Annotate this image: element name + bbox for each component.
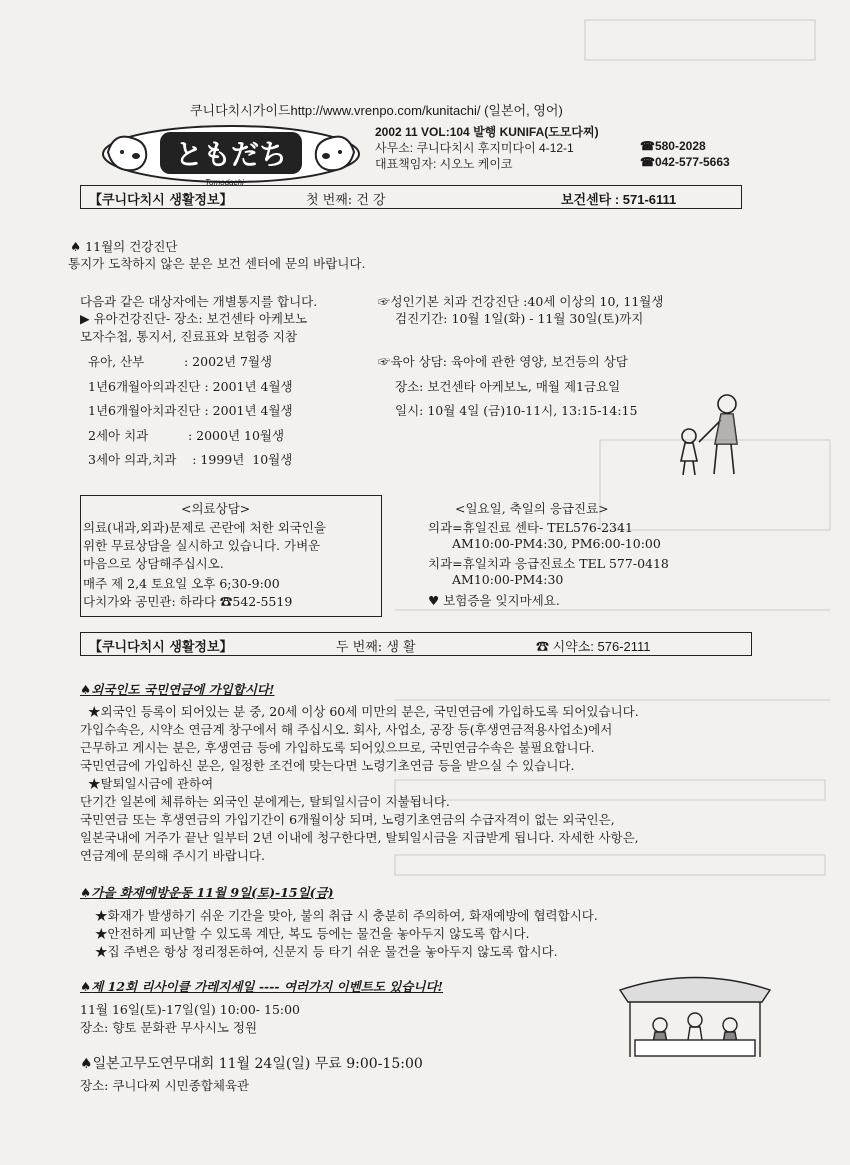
office-phone: ☎580-2028 — [640, 139, 706, 153]
exam-row: 1년6개월아의과진단 : 2001년 4월생 — [88, 379, 293, 394]
recycle-title — [80, 977, 443, 995]
section-contact: 보건센타 : 571-6111 — [561, 192, 677, 207]
section-label: 【쿠니다치시 생활정보】 — [89, 193, 233, 208]
section-topic: 두 번째: 생 활 — [336, 640, 416, 655]
emergency-line: AM10:00-PM4:30 — [452, 572, 564, 587]
logo-text: ともだち — [174, 138, 288, 171]
section-health-bar — [80, 185, 742, 209]
budo-title — [80, 1053, 423, 1073]
dental-period: 검진기간: 10월 1일(화) - 11월 30일(토)까지 — [395, 311, 644, 326]
representative-phone: ☎042-577-5663 — [640, 155, 730, 169]
emergency-line: 의과=휴일진료 센타- TEL576-2341 — [428, 520, 633, 535]
box-title: <의료상담> — [181, 501, 251, 516]
pension-title — [80, 680, 274, 698]
pension-line: 단기간 일본에 체류하는 외국인 분에게는, 탈퇴일시금이 지불됩니다. — [80, 794, 450, 809]
illustration-parent-child — [665, 390, 755, 480]
health-heading: ♠ 11월의 건강진단 — [70, 239, 178, 254]
exam-row: 유아, 산부 : 2002년 7월생 — [88, 354, 273, 369]
spade-icon: ♠ — [80, 682, 92, 697]
recycle-title-text: 제 12회 리사이클 가레지세일 ---- 여러가지 이벤트도 있습니다! — [91, 979, 444, 994]
fire-title — [80, 883, 334, 901]
pension-line: ★외국인 등록이 되어있는 분 중, 20세 이상 60세 미만의 분은, 국민연금에 가입하도록 되어있습니다. — [88, 704, 639, 719]
box-line: 다치가와 공민관: 하라다 ☎542-5519 — [83, 594, 293, 609]
guide-url-line: 쿠니다치시가이드http://www.vrenpo.com/kunitachi/ (일본어, 영어) — [190, 103, 563, 118]
section-contact: ☎ 시약소: 576-2111 — [536, 639, 651, 654]
box-line: 위한 무료상담을 실시하고 있습니다. 가벼운 — [83, 538, 321, 553]
budo-title-text: 일본고무도연무대회 11월 24일(일) 무료 9:00-15:00 — [92, 1056, 423, 1072]
pension-line: 가입수속은, 시약소 연금계 창구에서 해 주십시오. 회사, 사업소, 공장 등(후생연금적용사업소)에서 — [80, 722, 613, 737]
pension-line: 근무하고 게시는 분은, 후생연금 등에 가입하도록 되어있으므로, 국민연금수속은 불필요합니다. — [80, 740, 595, 755]
fire-line: ★안전하게 피난할 수 있도록 계단, 복도 등에는 물건을 놓아두지 않도록 합시다. — [95, 926, 530, 941]
illustration-market — [615, 970, 775, 1060]
fire-line: ★화재가 발생하기 쉬운 기간을 맞아, 불의 취급 시 충분히 주의하여, 화재예방에 협력합시다. — [95, 908, 598, 923]
medical-consult-box — [80, 495, 382, 617]
emergency-title: <일요일, 축일의 응급진료> — [455, 501, 609, 516]
health-notice: 통지가 도착하지 않은 분은 보건 센터에 문의 바랍니다. — [68, 256, 366, 271]
section-topic: 첫 번째: 건 강 — [306, 193, 386, 208]
box-line: 마음으로 상담해주십시오. — [83, 556, 224, 571]
budo-place: 장소: 쿠니다찌 시민종합체육관 — [80, 1078, 250, 1093]
exam-row: 1년6개월아치과진단 : 2001년 4월생 — [88, 403, 293, 418]
emergency-line: AM10:00-PM4:30, PM6:00-10:00 — [452, 536, 661, 551]
dental-check: ☞성인기본 치과 건강진단 :40세 이상의 10, 11월생 — [378, 294, 664, 309]
pension-line: 연금계에 문의해 주시기 바랍니다. — [80, 848, 265, 863]
representative: 대표책임자: 시오노 케이코 — [375, 157, 513, 171]
exam-items: 모자수첩, 통지서, 진료표와 보험증 지참 — [80, 329, 298, 344]
childcare-consult: ☞육아 상담: 육아에 관한 영양, 보건등의 상담 — [378, 354, 628, 369]
section-label: 【쿠니다치시 생활정보】 — [89, 640, 233, 655]
childcare-place: 장소: 보건센타 아케보노, 매월 제1금요일 — [395, 379, 621, 394]
insurance-reminder: ♥ 보험증을 잊지마세요. — [428, 593, 560, 608]
box-line: 매주 제 2,4 토요일 오후 6;30-9:00 — [83, 576, 280, 591]
recycle-line: 장소: 향토 문화관 무사시노 정원 — [80, 1020, 258, 1035]
pension-title-text: 외국인도 국민연금에 가입합시다! — [91, 682, 275, 697]
infant-exam: ▶ 유아건강진단- 장소: 보건센타 아케보노 — [80, 311, 308, 326]
logo-subtitle: Tomodachi — [205, 178, 244, 187]
pension-line: 국민연금 또는 후생연금의 가입기간이 6개월이상 되며, 노령기초연금의 수급자격이 없는 외국인은, — [80, 812, 615, 827]
exam-row: 2세아 치과 : 2000년 10월생 — [88, 428, 285, 443]
section-life-bar — [80, 632, 752, 656]
spade-icon: ♠ — [80, 885, 92, 900]
tomodachi-logo — [100, 122, 362, 186]
pension-line: 일본국내에 거주가 끝난 일부터 2년 이내에 청구한다면, 탈퇴일시금을 지급받게 됩니다. 자세한 사항은, — [80, 830, 639, 845]
spade-icon: ♠ — [80, 979, 92, 994]
fire-title-text: 가을 화재예방운동 11월 9일(토)-15일(금) — [91, 885, 334, 900]
office-address: 사무소: 쿠니다치시 후지미다이 4-12-1 — [375, 141, 574, 155]
recycle-line: 11월 16일(토)-17일(일) 10:00- 15:00 — [80, 1002, 301, 1017]
issue-info: 2002 11 VOL:104 발행 KUNIFA(도모다찌) — [375, 125, 599, 139]
health-intro: 다음과 같은 대상자에는 개별통지를 합니다. — [80, 294, 318, 309]
lump-sum-heading: ★탈퇴일시금에 관하여 — [88, 776, 214, 791]
logo-image — [100, 122, 362, 186]
box-line: 의료(내과,외과)문제로 곤란에 처한 외국인을 — [83, 520, 326, 535]
spade-icon: ♠ — [80, 1056, 93, 1072]
exam-row: 3세아 의과,치과 : 1999년 10월생 — [88, 452, 293, 467]
emergency-line: 치과=휴일치과 응급진료소 TEL 577-0418 — [428, 556, 669, 571]
pension-line: 국민연금에 가입하신 분은, 일정한 조건에 맞는다면 노령기초연금 등을 받으실 수 있습니다. — [80, 758, 575, 773]
childcare-time: 일시: 10월 4일 (금)10-11시, 13:15-14:15 — [395, 403, 638, 418]
fire-line: ★집 주변은 항상 정리정돈하여, 신문지 등 타기 쉬운 물건을 놓아두지 않도록 합시다. — [95, 944, 558, 959]
